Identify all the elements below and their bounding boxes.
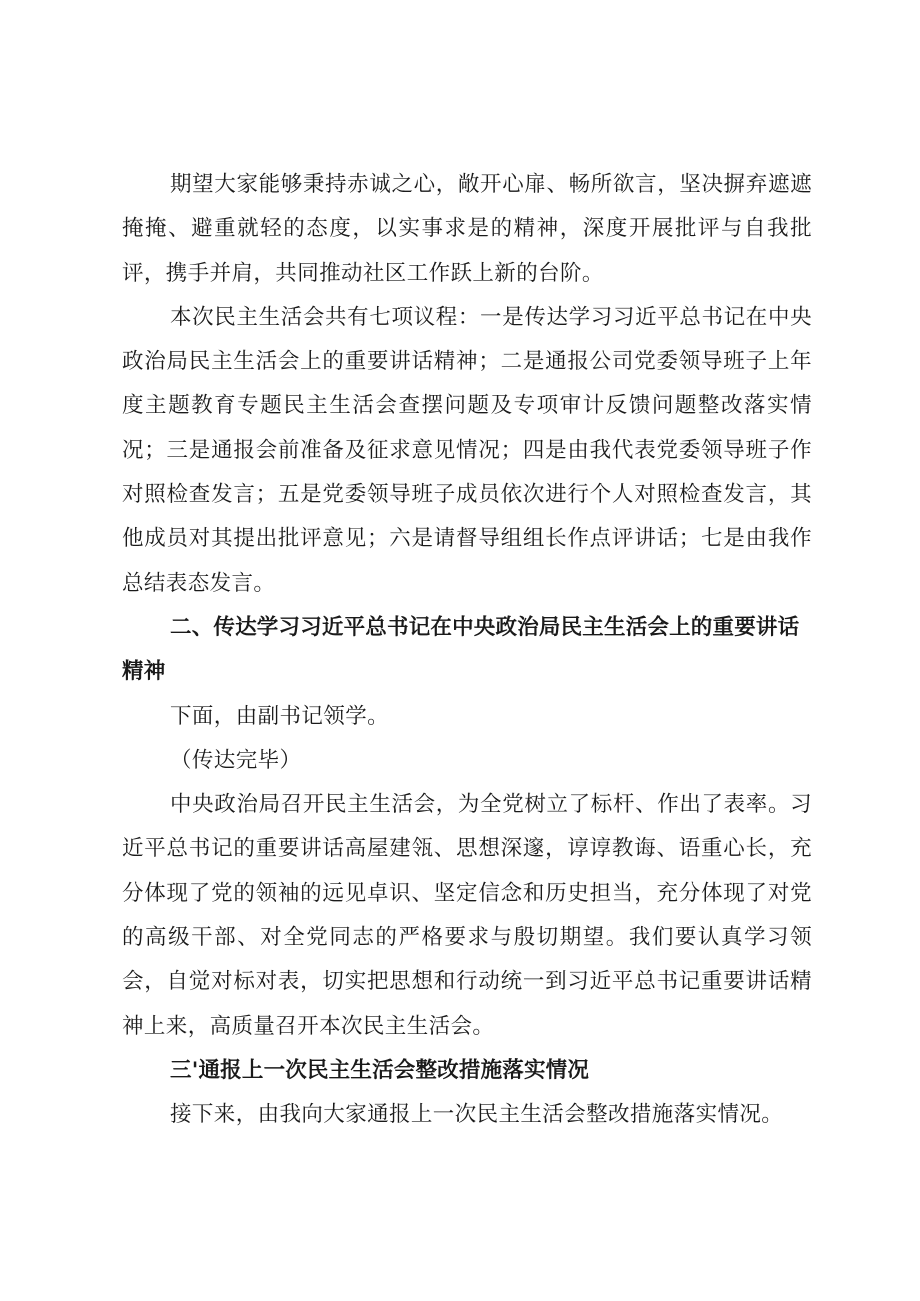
paragraph-speech-summary: 中央政治局召开民主生活会，为全党树立了标杆、作出了表率。习近平总书记的重要讲话高屋建瓴、思想深邃，谆谆教诲、语重心长，充分体现了党的领袖的远见卓识、坚定信念和历史担当，充分体现了对党的高级干部、对全党同志的严格要求与殷切期望。我们要认真学习领会，自觉对标对表，切实把思想和行动统一到习近平总书记重要讲话精神上来，高质量召开本次民主生活会。 — [122, 792, 812, 1039]
paragraph-lead-study: 下面，由副书记领学。 — [170, 703, 390, 729]
paragraph-agenda: 本次民主生活会共有七项议程：一是传达学习习近平总书记在中央政治局民主生活会上的重要讲话精神；二是通报公司党委领导班子上年度主题教育专题民主生活会查摆问题及专项审计反馈问题整改落实情况；三是通报会前准备及征求意见情况；四是由我代表党委领导班子作对照检查发言；五是党委领导班子成员依次进行个人对照检查发言，其他成员对其提出批评意见；六是请督导组组长作点评讲话；七是由我作总结表态发言。 — [122, 304, 812, 596]
paragraph-expectation: 期望大家能够秉持赤诚之心，敞开心扉、畅所欲言，坚决摒弃遮遮掩掩、避重就轻的态度，以实事求是的精神，深度开展批评与自我批评，携手并肩，共同推动社区工作跃上新的台阶。 — [122, 172, 812, 286]
paragraph-conveyed: （传达完毕） — [170, 747, 302, 773]
section-heading-3: 三'通报上一次民主生活会整改措施落实情况 — [170, 1057, 590, 1083]
paragraph-report-intro: 接下来，由我向大家通报上一次民主生活会整改措施落实情况。 — [170, 1102, 784, 1128]
section-heading-2: 二、传达学习习近平总书记在中央政治局民主生活会上的重要讲话精神 — [122, 614, 800, 685]
document-body — [122, 163, 812, 1138]
